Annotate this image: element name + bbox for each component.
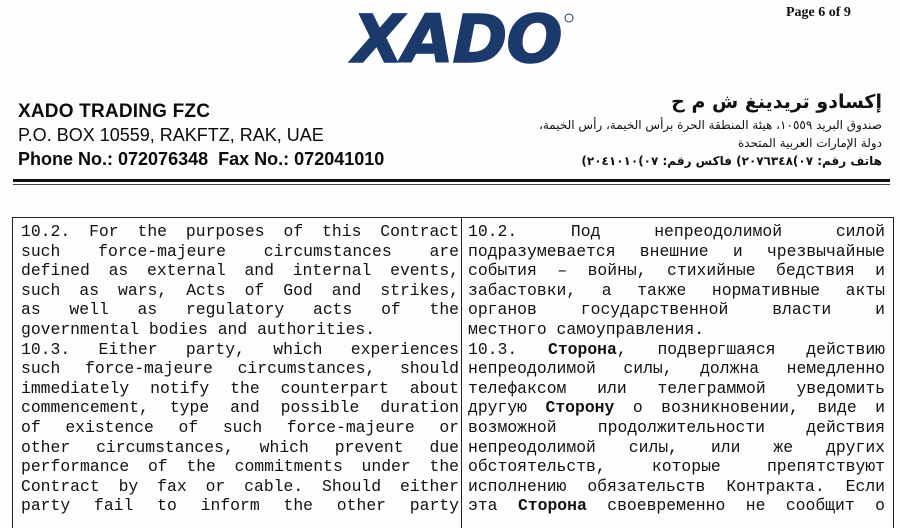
contract-table (12, 217, 894, 528)
fax-number: 072041010 (294, 149, 385, 169)
xado-logo (337, 6, 577, 76)
company-arabic-block (539, 88, 882, 170)
contract-en-line: defined as external and internal events, (21, 261, 459, 281)
fax-label: Fax No.: (218, 149, 290, 169)
company-address-en: P.O. BOX 10559, RAKFTZ, RAK, UAE (18, 125, 324, 145)
contract-en-line: performance of the commitments under the (21, 457, 459, 477)
company-name-en: XADO TRADING FZC (18, 101, 211, 122)
phone-label: Phone No.: (18, 149, 113, 169)
header-rule (13, 179, 890, 182)
logo-wordmark: XADO (352, 6, 562, 76)
contract-ru-line: органов государственной власти и (468, 300, 885, 320)
contract-ru-line: 10.2. Под непреодолимой силой (468, 222, 885, 241)
contract-ru-line: забастовки, а также нормативные акты (468, 280, 885, 300)
contract-en-line: of existence of such force-majeure or (21, 417, 459, 437)
contract-en-line: party fail to inform the other party (21, 496, 459, 516)
company-phone-ar: هاتف رقم: ٠٧)٢٠٧٦٣٤٨) فاكس رقم: ٠٧)٢٠٤١٠١٠) (581, 154, 882, 168)
contract-en-line: such as wars, Acts of God and strikes, (21, 280, 459, 300)
company-address-ar-line1: صندوق البريد ١٠٥٥٩، هيئة المنطقة الحرة برأس الخيمة، رأس الخيمة، (539, 118, 882, 132)
contract-ru-line: непреодолимой силы, должна немедленно (468, 359, 885, 379)
contract-en-line: such force-majeure circumstances, should (21, 359, 459, 379)
contract-ru-line: местного самоуправления. (468, 319, 705, 339)
party-term: Сторону (545, 398, 615, 418)
company-phone-fax-en (18, 147, 384, 171)
contract-en-line: 10.3. Either party, which experiences (21, 339, 459, 359)
contract-en-line: other circumstances, which prevent due (21, 437, 459, 457)
contract-ru-line: подразумевается внешние и чрезвычайные (468, 241, 885, 261)
company-name-ar: إكسادو تريدينغ ش م ح (671, 91, 882, 113)
contract-en-line: Contract by fax or cable. Should either (21, 476, 459, 496)
phone-number: 072076348 (118, 149, 209, 169)
contract-en-line: as well as regulatory acts of the (21, 300, 459, 320)
party-term: Сторона (517, 496, 587, 516)
contract-en-line: 10.2. For the purposes of this Contract (21, 222, 459, 241)
header-rule-thin (13, 184, 890, 185)
contract-ru-line: исполнению обязательств Контракта. Если (468, 476, 885, 496)
party-term: Сторона (547, 339, 617, 359)
company-address-ar-line2: دولة الإمارات العربية المتحدة (737, 136, 882, 150)
contract-ru-line: другую Сторону о возникновении, виде и (468, 398, 885, 418)
company-english-block (18, 100, 384, 171)
contract-en-line: such force-majeure circumstances are (21, 241, 459, 261)
contract-ru-line: непреодолимой силы, или же других (468, 437, 885, 457)
contract-en-line: commencement, type and possible duration (21, 398, 459, 418)
contract-ru-line: возможной продолжительности действия (468, 417, 885, 437)
page-number: Page 6 of 9 (786, 5, 851, 20)
contract-ru-line: 10.3. Сторона, подвергшаяся действию (468, 339, 885, 359)
contract-ru-line: телефаксом или телеграммой уведомить (468, 378, 885, 398)
english-column (21, 222, 459, 516)
contract-en-line: immediately notify the counterpart about (21, 378, 459, 398)
contract-ru-line: события – войны, стихийные бедствия и (468, 261, 885, 281)
contract-en-line: governmental bodies and authorities. (21, 319, 376, 339)
column-divider (461, 218, 462, 528)
contract-ru-line: эта Сторона своевременно не сообщит о (468, 496, 885, 516)
contract-ru-line: обстоятельств, которые препятствуют (468, 457, 885, 477)
russian-column (468, 222, 885, 516)
